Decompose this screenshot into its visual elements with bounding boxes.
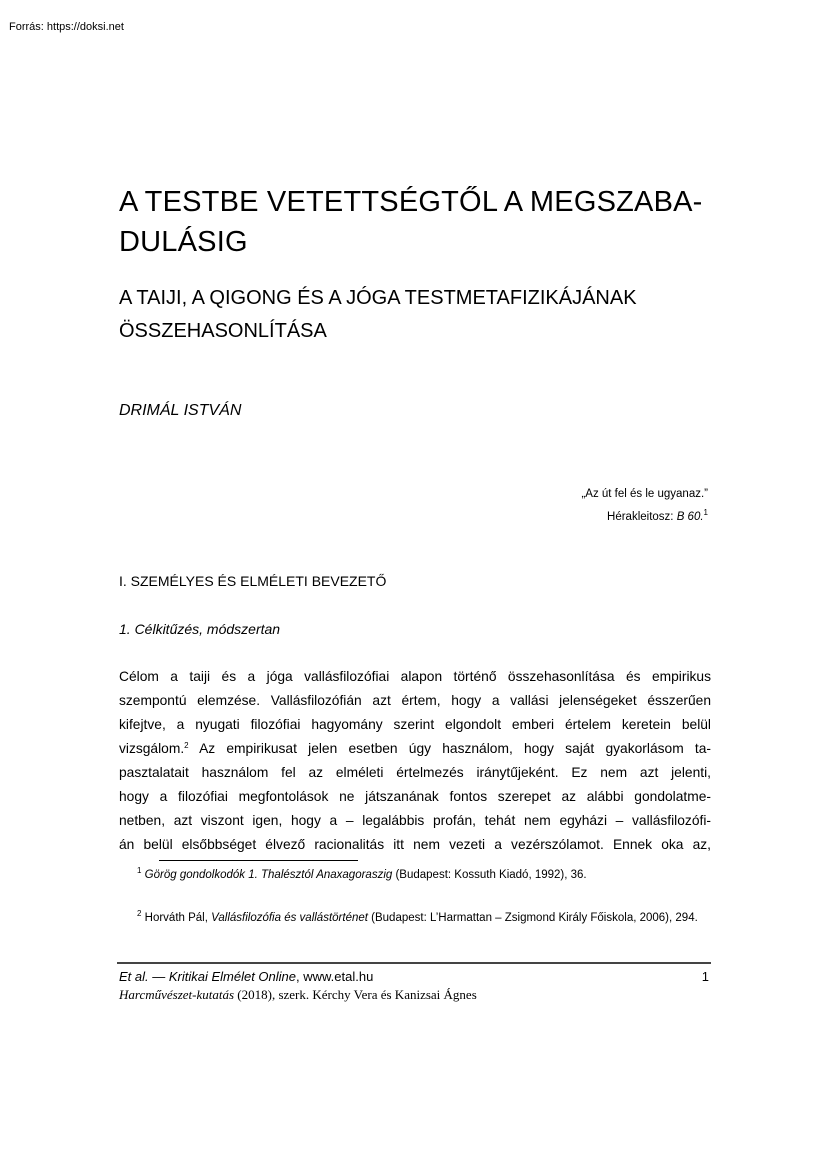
subtitle-line-1: A TAIJI, A QIGONG ÉS A JÓGA TESTMETAFIZIKÁJÁNAK [119,287,637,309]
body-line: netben, azt viszont igen, hogy a – legalábbis profán, tehát nem egyházi – vallásfilozófi- [119,813,711,828]
author-name: DRIMÁL ISTVÁN [119,402,242,419]
title-line-1: A TESTBE VETETTSÉGTŐL A MEGSZABA- [119,186,703,218]
journal-url[interactable]: , www.etal.hu [296,969,374,984]
body-line-rest: Az empirikusat jelen esetben úgy használom, hogy saját gyakorlásom ta- [199,741,711,756]
footnote-2 [119,910,711,927]
footnote-1 [119,867,711,884]
volume-title: Harcművészet-kutatás [119,987,235,1002]
body-line: Célom a taiji és a jóga vallásfilozófiai alapon történő összehasonlítása és empirikus [119,669,711,684]
volume-details: (2018), szerk. Kérchy Vera és Kanizsai Ágnes [234,987,477,1002]
footer-journal [119,968,711,986]
body-paragraph [119,665,711,857]
body-line: szempontú elemzése. Vallásfilozófián azt értem, hogy a vallási jelenségeket ésszerűen [119,693,711,708]
footnote-2-number: 2 [137,909,142,918]
footnote-1-rest: (Budapest: Kossuth Kiadó, 1992), 36. [392,869,587,881]
page-number: 1 [701,969,709,984]
title-line-2: DULÁSIG [119,226,248,258]
epigraph [581,483,708,529]
page-title [119,182,719,262]
footer-rule [117,962,711,964]
page-subtitle [119,282,711,348]
source-note: Forrás: https://doksi.net [9,21,124,33]
subsection-heading: 1. Célkitűzés, módszertan [119,621,281,637]
footnote-2-title: Vallásfilozófia és vallástörténet [211,912,368,924]
epigraph-quote: „Az út fel és le ugyanaz.” [581,488,708,500]
epigraph-author: Hérakleitosz: [607,511,677,523]
footer-volume [119,986,477,1004]
body-line: hogy a filozófiai megfontolások ne játszanának fontos szerepet az alábbi gondolatme- [119,789,711,804]
footnote-2-rest: (Budapest: L’Harmattan – Zsigmond Király Főiskola, 2006), 294. [367,912,698,924]
body-line: án belül elsőbbséget élvező racionalitás itt nem vezeti a vezérszólamot. Ennek oka az, [119,837,711,852]
footnote-ref-1[interactable]: 1 [703,508,708,517]
footnote-ref-2[interactable]: 2 [184,741,189,750]
footnote-separator [159,860,358,861]
body-line: kifejtve, a nyugati filozófiai hagyomány szerint elgondolt emberi értelem keretein belül [119,717,711,732]
epigraph-attribution [581,506,708,529]
epigraph-work: B 60. [676,511,704,523]
subtitle-line-2: ÖSSZEHASONLÍTÁSA [119,320,327,342]
body-line-start: vizsgálom. [119,741,185,756]
section-heading: I. SZEMÉLYES ÉS ELMÉLETI BEVEZETŐ [119,573,387,589]
body-line [119,737,711,761]
footnote-1-number: 1 [137,866,142,875]
journal-name: Et al. — Kritikai Elmélet Online [119,969,297,984]
footnote-2-author: Horváth Pál, [141,912,212,924]
body-line: pasztalatait használom fel az elméleti értelmezés iránytűjeként. Ez nem azt jelenti, [119,765,711,780]
footnote-1-title: Görög gondolkodók 1. Thalésztól Anaxagoraszig [144,869,393,881]
